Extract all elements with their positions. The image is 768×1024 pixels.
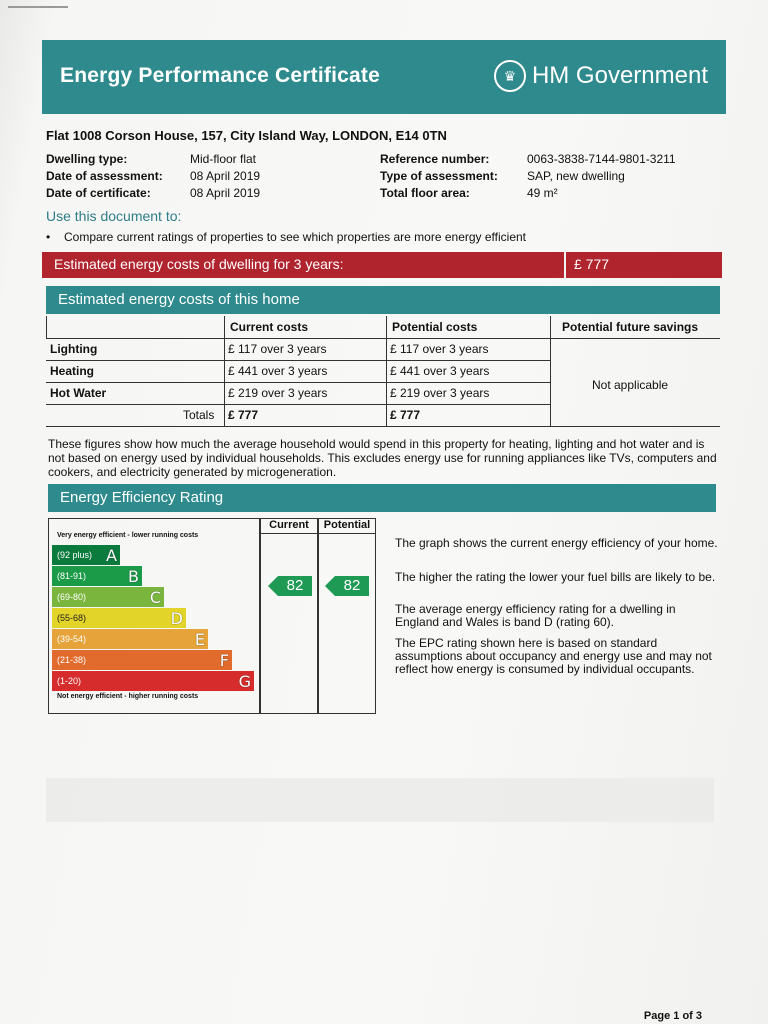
detail-label: Dwelling type: (46, 152, 128, 166)
potential-column-header: Potential (323, 519, 371, 531)
rating-explanation-4: The EPC rating shown here is based on standard assumptions about occupancy and energy use and may not reflect how energy is consumed by individual occupants. (395, 636, 712, 676)
totals-label: Totals (183, 408, 215, 422)
table-row (46, 360, 550, 383)
detail-value: 49 m² (527, 186, 558, 200)
three-year-cost-value: £ 777 (574, 256, 610, 272)
detail-label: Total floor area: (380, 186, 470, 200)
band-letter: D (170, 609, 183, 628)
detail-value: Mid-floor flat (190, 152, 257, 166)
total-potential: £ 777 (390, 408, 421, 422)
current-cost: £ 117 over 3 years (228, 342, 327, 356)
table-border (386, 316, 387, 426)
use-bullet-text: Compare current ratings of properties to see which properties are more energy efficient (64, 230, 527, 244)
inefficient-label: Not energy efficient - higher running costs (57, 693, 199, 700)
details-left (46, 152, 346, 204)
row-label: Heating (50, 364, 95, 378)
costs-section-header (46, 286, 720, 314)
bullet-icon: • (46, 230, 51, 244)
table-border (550, 316, 551, 426)
detail-label: Date of assessment: (46, 169, 163, 183)
band-letter: E (194, 630, 205, 649)
band-letter: F (219, 651, 229, 670)
band-f (52, 650, 232, 670)
current-cost: £ 441 over 3 years (228, 364, 328, 378)
rating-explanation-2: The higher the rating the lower your fuel bills are likely to be. (395, 570, 716, 584)
band-letter: B (128, 567, 139, 586)
band-range: (55-68) (57, 613, 87, 623)
potential-rating-arrow: 82 (335, 576, 369, 596)
table-header-row (46, 316, 720, 339)
current-rating-arrow: 82 (278, 576, 312, 596)
table-row (46, 382, 550, 405)
efficient-label: Very energy efficient - lower running costs (57, 532, 199, 539)
page-number: Page 1 of 3 (643, 1010, 702, 1022)
page-header (42, 40, 726, 114)
table-border (224, 316, 225, 426)
costs-section-title: Estimated energy costs of this home (58, 291, 300, 308)
band-letter: C (149, 588, 161, 607)
use-heading: Use this document to: (46, 208, 182, 224)
rating-section-header (48, 484, 716, 512)
band-a (52, 545, 120, 565)
three-year-cost-label: Estimated energy costs of dwelling for 3 years: (54, 256, 344, 272)
rating-section-title: Energy Efficiency Rating (60, 489, 224, 506)
band-letter: A (106, 546, 117, 565)
band-e (52, 629, 208, 649)
potential-cost: £ 441 over 3 years (390, 364, 490, 378)
rating-explanation-3: The average energy efficiency rating for a dwelling in England and Wales is band D (rating 60). (395, 602, 676, 629)
header-underline (259, 533, 375, 534)
detail-label: Type of assessment: (380, 169, 498, 183)
band-c (52, 587, 164, 607)
reference-number: 0063-3838-7144-9801-3211 (527, 152, 676, 166)
band-range: (69-80) (57, 592, 87, 602)
column-divider (259, 519, 261, 713)
bar-divider (564, 252, 566, 278)
costs-table (46, 316, 720, 430)
detail-value: 08 April 2019 (190, 186, 261, 200)
band-range: (1-20) (57, 676, 82, 686)
energy-rating-chart (48, 518, 376, 714)
scan-mark (8, 6, 68, 8)
future-savings-value: Not applicable (592, 378, 669, 392)
band-g (52, 671, 254, 691)
col-savings: Potential future savings (562, 320, 699, 334)
row-label: Lighting (50, 342, 98, 356)
totals-row (46, 404, 720, 427)
col-potential: Potential costs (392, 320, 478, 334)
details-right (380, 152, 720, 204)
detail-value: SAP, new dwelling (527, 169, 625, 183)
use-bullet (46, 230, 526, 244)
band-d (52, 608, 186, 628)
property-address: Flat 1008 Corson House, 157, City Island Way, LONDON, E14 0TN (46, 128, 447, 143)
potential-cost: £ 219 over 3 years (390, 386, 490, 400)
rating-explanation-1: The graph shows the current energy efficiency of your home. (395, 536, 718, 550)
band-range: (39-54) (57, 634, 87, 644)
current-column-header: Current (269, 519, 309, 531)
hm-government-logo (494, 60, 708, 92)
table-row (46, 338, 550, 361)
band-b (52, 566, 142, 586)
row-label: Hot Water (50, 386, 107, 400)
total-current: £ 777 (228, 408, 259, 422)
band-range: (92 plus) (57, 550, 93, 560)
detail-value: 08 April 2019 (190, 169, 261, 183)
royal-crest-icon: ♛ (494, 60, 526, 92)
detail-label: Date of certificate: (46, 186, 151, 200)
detail-label: Reference number: (380, 152, 490, 166)
bleed-through-block (46, 778, 714, 822)
three-year-cost-bar (42, 252, 722, 278)
current-cost: £ 219 over 3 years (228, 386, 328, 400)
band-letter: G (238, 672, 251, 691)
band-range: (21-38) (57, 655, 87, 665)
band-range: (81-91) (57, 571, 87, 581)
costs-note: These figures show how much the average household would spend in this property for heating, lighting and hot water and is not based on energy used by individual households. This excludes energy use for running appliances like TVs, computers and cookers, and electricity generated by microgeneration. (48, 437, 717, 479)
page-title: Energy Performance Certificate (60, 64, 380, 87)
column-divider (317, 519, 319, 713)
gov-label: HM Government (531, 62, 708, 89)
col-current: Current costs (230, 320, 309, 334)
potential-cost: £ 117 over 3 years (390, 342, 489, 356)
